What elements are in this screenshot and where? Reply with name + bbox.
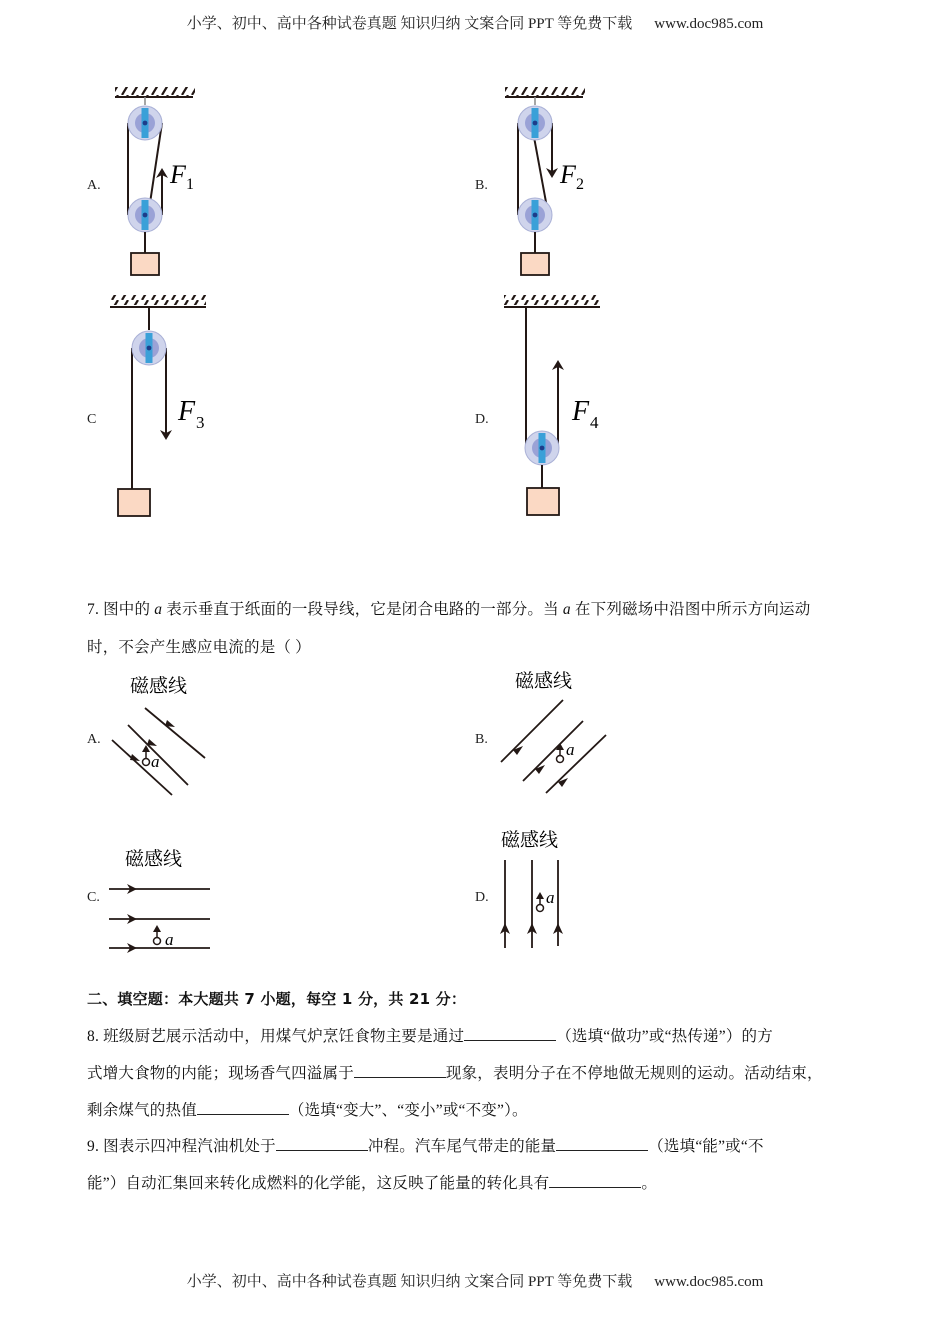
q6-option-d-label[interactable]: D. [475, 412, 489, 427]
svg-text:a: a [151, 752, 160, 771]
q7-option-c-label[interactable]: C. [87, 890, 100, 905]
q6-option-a-label[interactable]: A. [87, 178, 101, 193]
q7-figure-b [495, 665, 625, 800]
q6-option-c-label[interactable]: C [87, 412, 97, 427]
field-label-a: 磁感线 [130, 676, 188, 697]
q7-option-d-label[interactable]: D. [475, 890, 489, 905]
footer-text: 小学、初中、高中各种试卷真题 知识归纳 文案合同 PPT 等免费下载 [186, 1274, 633, 1290]
q8-blank-3[interactable] [197, 1100, 289, 1115]
q7-option-b-label[interactable]: B. [475, 732, 488, 747]
q9-blank-3[interactable] [549, 1173, 641, 1188]
q9-line2: 能”）自动汇集回来转化成燃料的化学能，这反映了能量的转化具有 。 [87, 1175, 658, 1192]
svg-text:2: 2 [576, 176, 584, 193]
field-label-d: 磁感线 [501, 830, 559, 851]
q6-force-f1: F [170, 160, 186, 189]
q9-blank-1[interactable] [276, 1136, 368, 1151]
svg-text:a: a [546, 888, 555, 907]
header-url[interactable]: www.doc985.com [654, 16, 764, 32]
q8-line1: 8. 班级厨艺展示活动中，用煤气炉烹饪食物主要是通过 （选填“做功”或“热传递”）的方 [87, 1028, 773, 1045]
field-label-b: 磁感线 [515, 671, 573, 692]
q6-figure-b [500, 85, 620, 280]
q6-force-f4: F [572, 396, 590, 427]
svg-text:3: 3 [196, 413, 205, 432]
q7-stem-line1: 7. 图中的 a 表示垂直于纸面的一段导线，它是闭合电路的一部分。当 a 在下列磁场中沿图中所示方向运动 [87, 601, 811, 618]
field-label-c: 磁感线 [125, 849, 183, 870]
q7-figure-d [495, 822, 585, 952]
svg-text:a: a [566, 740, 575, 759]
q8-line2: 式增大食物的内能；现场香气四溢属于 现象，表明分子在不停地做无规则的运动。活动结束， [87, 1065, 823, 1082]
svg-text:a: a [165, 930, 174, 949]
q7-stem-line2: 时，不会产生感应电流的是（ ） [87, 639, 311, 656]
q9-line1: 9. 图表示四冲程汽油机处于 冲程。汽车尾气带走的能量 （选填“能”或“不 [87, 1138, 764, 1155]
svg-text:4: 4 [590, 413, 599, 432]
q6-figure-a [110, 85, 230, 280]
header-text: 小学、初中、高中各种试卷真题 知识归纳 文案合同 PPT 等免费下载 [186, 16, 633, 32]
q8-blank-1[interactable] [464, 1026, 556, 1041]
q7-figure-a [105, 670, 235, 800]
q6-option-b-label[interactable]: B. [475, 178, 488, 193]
q7-option-a-label[interactable]: A. [87, 732, 101, 747]
footer-url[interactable]: www.doc985.com [654, 1274, 764, 1290]
q6-figure-c [100, 290, 230, 525]
q8-line3: 剩余煤气的热值 （选填“变大”、“变小”或“不变”）。 [87, 1102, 528, 1119]
page-footer [0, 1270, 950, 1291]
q9-blank-2[interactable] [556, 1136, 648, 1151]
q6-force-f3: F [178, 396, 196, 427]
q6-figure-d [490, 290, 620, 525]
q6-force-f2: F [560, 160, 576, 189]
q8-blank-2[interactable] [354, 1063, 446, 1078]
q7-figure-c [105, 835, 225, 960]
svg-text:1: 1 [186, 176, 194, 193]
section-2-title: 二、填空题：本大题共 7 小题，每空 1 分，共 21 分： [87, 990, 467, 1008]
page-header [0, 12, 950, 33]
